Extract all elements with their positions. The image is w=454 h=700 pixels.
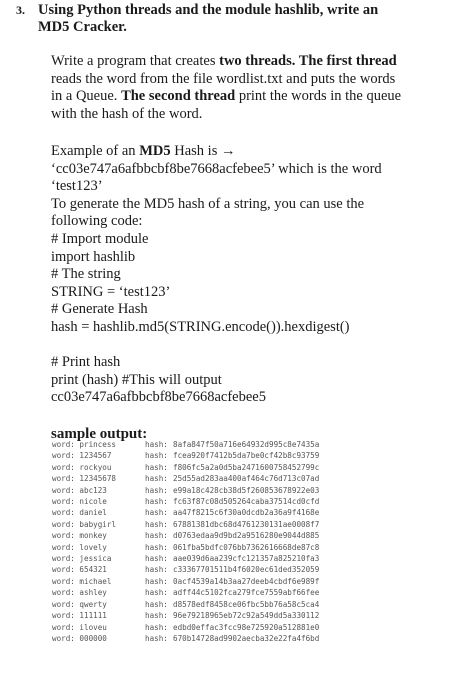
sample-row xyxy=(52,473,442,484)
sample-hash-label: hash: xyxy=(145,622,168,632)
sample-row xyxy=(52,610,442,621)
title-line-1: Using Python threads and the module hashlib, write an xyxy=(38,2,379,18)
sample-row xyxy=(52,450,442,461)
instructions-paragraph xyxy=(51,53,441,123)
sample-hash-value: d0763edaa9d9bd2a9516280e9044d885 xyxy=(173,531,320,541)
sample-hash-label: hash: xyxy=(145,508,168,518)
p1-text-d: in a Queue. xyxy=(51,88,122,105)
sample-word: word: daniel xyxy=(52,508,107,518)
sample-word: word: abc123 xyxy=(52,485,107,495)
sample-word: word: babygirl xyxy=(52,519,117,529)
sample-hash-value: 96e79218965eb72c92a549dd5a330112 xyxy=(173,611,320,621)
sample-hash-value: 061fba5bdfc076bb7362616668de87c8 xyxy=(173,542,320,552)
p1-text-c: reads the word from the file wordlist.txt and puts the words xyxy=(51,70,396,87)
sample-hash-label: hash: xyxy=(145,599,168,609)
sample-output-title: sample output: xyxy=(51,426,148,442)
ex-line-12: # Print hash xyxy=(51,354,121,371)
sample-hash-label: hash: xyxy=(145,542,168,552)
sample-word: word: 12345678 xyxy=(52,474,117,484)
p1-text-f: print the words in the queue xyxy=(235,88,402,105)
blank-line xyxy=(51,337,441,355)
sample-row xyxy=(52,564,442,575)
sample-row xyxy=(52,633,442,644)
sample-row xyxy=(52,485,442,496)
sample-hash-label: hash: xyxy=(145,633,168,643)
sample-row xyxy=(52,530,442,541)
sample-hash-value: fcea920f7412b5da7be0cf42b8c93759 xyxy=(173,451,320,461)
sample-hash-label: hash: xyxy=(145,462,168,472)
sample-hash-value: e99a18c428cb38d5f260853678922e03 xyxy=(173,485,320,495)
sample-hash-label: hash: xyxy=(145,588,168,598)
title-line-2: MD5 Cracker. xyxy=(38,19,127,35)
sample-word: word: qwerty xyxy=(52,599,107,609)
sample-hash-label: hash: xyxy=(145,531,168,541)
p1-text-e: The second thread xyxy=(121,88,236,105)
sample-word: word: 000000 xyxy=(52,633,107,643)
ex-line-11: hash = hashlib.md5(STRING.encode()).hexdigest() xyxy=(51,318,350,335)
sample-hash-value: 0acf4539a14b3aa27deeb4cbdf6e989f xyxy=(173,576,320,586)
ex-line-14: cc03e747a6afbbcbf8be7668acfebee5 xyxy=(51,389,266,406)
sample-hash-label: hash: xyxy=(145,474,168,484)
sample-word: word: lovely xyxy=(52,542,107,552)
ex-line-6: # Import module xyxy=(51,230,149,247)
sample-row xyxy=(52,439,442,450)
sample-row xyxy=(52,519,442,530)
sample-hash-value: aa47f8215c6f30a0dcdb2a36a9f4168e xyxy=(173,508,320,518)
sample-hash-label: hash: xyxy=(145,497,168,507)
sample-hash-value: adff44c5102fca279fce7559abf66fee xyxy=(173,588,320,598)
ex-text-a: Example of an xyxy=(51,143,140,159)
example-section xyxy=(51,143,441,407)
sample-hash-label: hash: xyxy=(145,485,168,495)
ex-line-3: ‘test123’ xyxy=(51,178,103,195)
ex-md5: MD5 xyxy=(139,143,171,159)
sample-hash-value: fc63f87c08d505264caba37514cd0cfd xyxy=(173,497,320,507)
sample-row xyxy=(52,507,442,518)
sample-hash-value: aae039d6aa239cfc121357a825210fa3 xyxy=(173,554,320,564)
p1-text-b: two threads. The first thread xyxy=(219,53,397,69)
ex-line-2: ‘cc03e747a6afbbcbf8be7668acfebee5’ which is the word xyxy=(51,160,382,177)
sample-word: word: jessica xyxy=(52,554,112,564)
sample-word: word: 654321 xyxy=(52,565,107,575)
sample-row xyxy=(52,599,442,610)
sample-hash-label: hash: xyxy=(145,440,168,449)
ex-line-13: print (hash) #This will output xyxy=(51,371,222,388)
question-number: 3. xyxy=(16,3,25,17)
sample-row xyxy=(52,496,442,507)
sample-row xyxy=(52,576,442,587)
ex-line-5: following code: xyxy=(51,213,143,230)
sample-word: word: iloveu xyxy=(52,622,107,632)
sample-hash-value: d8578edf8458ce06fbc5bb76a58c5ca4 xyxy=(173,599,320,609)
sample-row xyxy=(52,622,442,633)
sample-word: word: 111111 xyxy=(52,611,107,621)
sample-hash-label: hash: xyxy=(145,451,168,461)
sample-row xyxy=(52,553,442,564)
sample-word: word: rockyou xyxy=(52,462,112,472)
sample-word: word: 1234567 xyxy=(52,451,112,461)
sample-word: word: princess xyxy=(52,440,117,449)
ex-text-c: Hash is → xyxy=(170,143,236,159)
ex-line-4: To generate the MD5 hash of a string, you can use the xyxy=(51,195,365,212)
sample-word: word: ashley xyxy=(52,588,107,598)
question-title xyxy=(16,2,438,36)
sample-row xyxy=(52,542,442,553)
sample-hash-value: 670b14728ad9902aecba32e22fa4f6bd xyxy=(173,633,320,643)
ex-line-7: import hashlib xyxy=(51,248,136,265)
sample-hash-label: hash: xyxy=(145,565,168,575)
sample-hash-label: hash: xyxy=(145,554,168,564)
p1-text-a: Write a program that creates xyxy=(51,53,220,69)
sample-hash-value: 8afa847f50a716e64932d995c8e7435a xyxy=(173,440,320,449)
sample-hash-label: hash: xyxy=(145,611,168,621)
sample-row xyxy=(52,587,442,598)
sample-hash-value: f806fc5a2a0d5ba2471600758452799c xyxy=(173,462,320,472)
ex-line-8: # The string xyxy=(51,266,121,283)
sample-hash-label: hash: xyxy=(145,576,168,586)
p1-text-g: with the hash of the word. xyxy=(51,105,203,122)
sample-output-table xyxy=(52,439,442,644)
sample-hash-value: 67881381dbc68d4761230131ae0008f7 xyxy=(173,519,320,529)
sample-hash-value: c33367701511b4f6020ec61ded352059 xyxy=(173,565,320,575)
sample-row xyxy=(52,462,442,473)
sample-word: word: michael xyxy=(52,576,112,586)
sample-hash-value: edbd0effac3fcc98e725920a512881e0 xyxy=(173,622,320,632)
sample-hash-value: 25d55ad283aa400af464c76d713c07ad xyxy=(173,474,320,484)
ex-line-9: STRING = ‘test123’ xyxy=(51,283,171,300)
sample-word: word: monkey xyxy=(52,531,107,541)
sample-hash-label: hash: xyxy=(145,519,168,529)
sample-word: word: nicole xyxy=(52,497,107,507)
ex-line-10: # Generate Hash xyxy=(51,301,148,318)
